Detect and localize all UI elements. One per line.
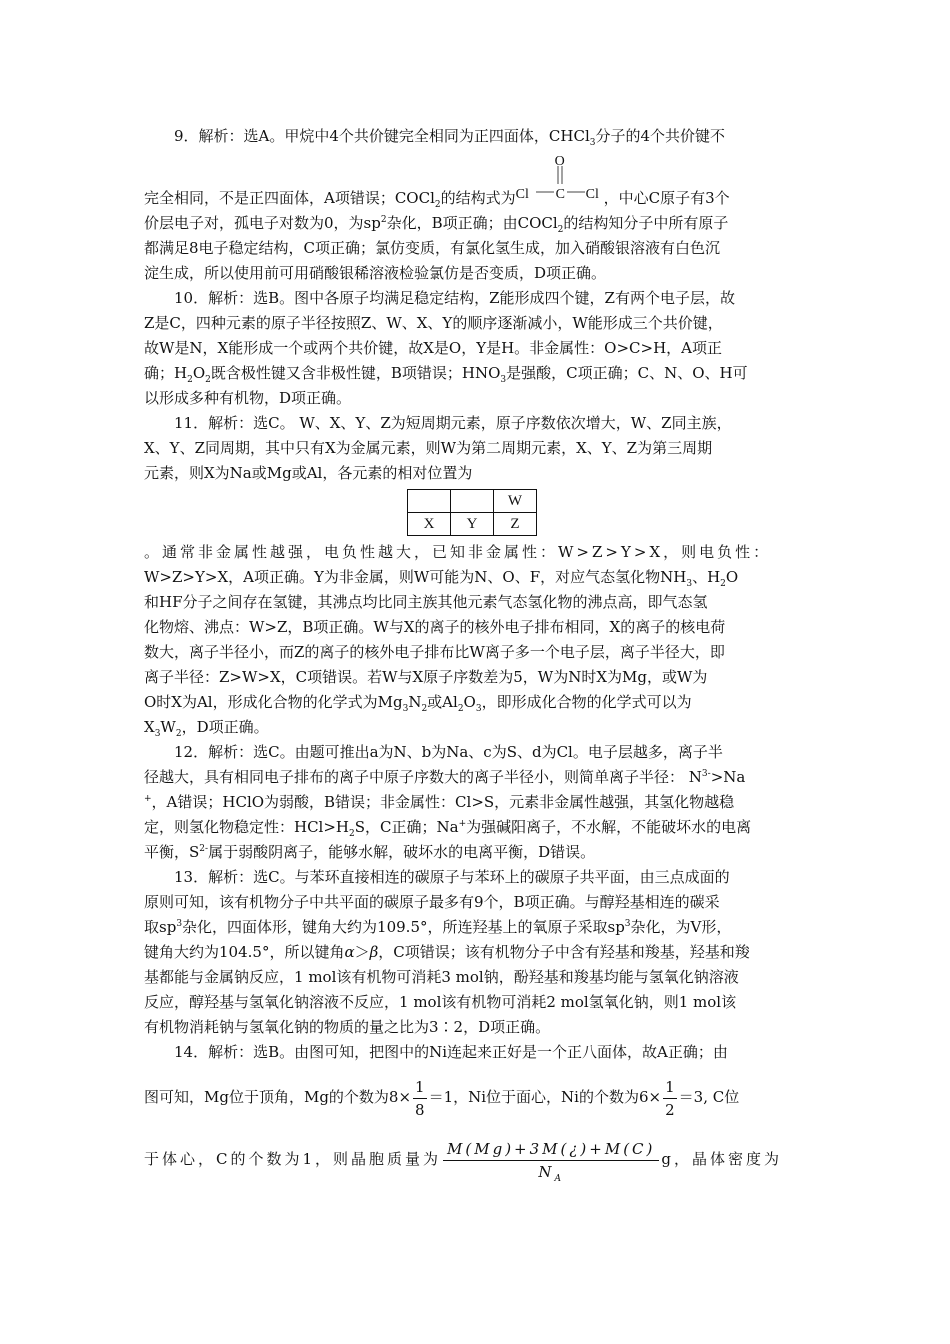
answer-11-line-2: X、Y、Z同周期，其中只有X为金属元素，则W为第二周期元素，X、Y、Z为第三周期 xyxy=(144,439,713,457)
cocl2-structural-formula xyxy=(516,149,604,207)
answer-13-line-2: 原则可知，该有机物分子中共平面的碳原子最多有9个，B项正确。与醇羟基相连的碳采 xyxy=(144,893,720,911)
answer-11-line-8: 数大，离子半径小，而Z的离子的核外电子排布比W离子多一个电子层，离子半径大，即 xyxy=(144,643,725,661)
answer-12-line-1: 12．解析：选C。由题可推出a为N、b为Na、c为S、d为Cl。电子层越多，离子半 xyxy=(174,743,723,761)
answer-11-line-4: 。通常非金属性越强，电负性越大，已知非金属性：W>Z>Y>X，则电负性： xyxy=(144,543,772,561)
answer-13 xyxy=(144,865,808,1040)
answer-14-line-1: 14．解析：选B。由图可知，把图中的Ni连起来正好是一个正八面体，故A正确；由 xyxy=(174,1043,728,1061)
answer-9-line-5: 淀生成，所以使用前可用硝酸银稀溶液检验氯仿是否变质，D项正确。 xyxy=(144,264,607,282)
answer-content xyxy=(144,124,808,1185)
answer-9-line-4: 都满足8电子稳定结构，C项正确；氯仿变质，有氯化氢生成，加入硝酸银溶液有白色沉 xyxy=(144,239,721,257)
answer-12-line-2: 径越大，具有相同电子排布的离子中原子序数大的离子半径小，则简单离子半径： $N^{3-}>Na$ xyxy=(144,768,746,786)
table-cell xyxy=(408,490,451,513)
answer-11-line-3: 元素，则X为Na或Mg或Al，各元素的相对位置为 xyxy=(144,464,473,482)
answer-12-line-3: +，A错误；HClO为弱酸，B错误；非金属性：Cl>S，元素非金属性越强，其氢化物越稳 xyxy=(144,793,735,811)
table-cell: X xyxy=(408,513,451,536)
oxygen-atom-label: O xyxy=(554,154,565,169)
chlorine-atom-label-right: Cl xyxy=(585,187,599,202)
fraction-one-half: $\frac{1}{2}$ xyxy=(665,1077,675,1119)
answer-9-line-3: 价层电子对，孤电子对数为0，为$sp^2$杂化，B项正确；由COCl$_2$的结构知分子中所有原子 xyxy=(144,214,729,235)
answer-13-line-6: 反应，醇羟基与氢氧化钠溶液不反应，1 mol该有机物可消耗2 mol氢氧化钠，则1 mol该 xyxy=(144,993,737,1011)
answer-11-line-5: W>Z>Y>X，A项正确。Y为非金属，则W可能为N、O、F，对应气态氢化物$NH_3$、$H_2O$ xyxy=(144,568,739,589)
answer-10-line-3: 故W是N，X能形成一个或两个共价键，故X是O，Y是H。非金属性：O>C>H，A项正 xyxy=(144,339,723,357)
answer-10-line-2: Z是C，四种元素的原子半径按照Z、W、X、Y的顺序逐渐减小，W能形成三个共价键， xyxy=(144,314,723,332)
answer-11-line-10: O时X为Al，形成化合物的化学式为$Mg_3N_2$或$Al_2O_3$，即形成化合物的化学式可以为 xyxy=(144,693,692,714)
fraction-one-eighth: $\frac{1}{8}$ xyxy=(415,1077,425,1119)
answer-9-line-1: 9．解析：选A。甲烷中4个共价键完全相同为正四面体，CHCl$_3$分子的4个共价键不 xyxy=(174,127,726,148)
answer-11 xyxy=(144,411,808,740)
answer-12-line-4: 定，则氢化物稳定性：$HCl>H_2S$，C正确；Na+为强碱阳离子，不水解，不能破坏水的电离 xyxy=(144,818,752,839)
answer-10 xyxy=(144,286,808,411)
answer-9 xyxy=(144,124,808,286)
table-cell xyxy=(451,490,494,513)
answer-13-line-3: 取$sp^3$杂化，四面体形，键角大约为109.5°，所连羟基上的氧原子采取$sp^3$杂化，为V形， xyxy=(144,918,732,936)
answer-12-line-5: 平衡，$S^{2-}$属于弱酸阴离子，能够水解，破坏水的电离平衡，D错误。 xyxy=(144,843,596,861)
answer-11-line-9: 离子半径：Z>W>X，C项错误。若W与X原子序数差为5，W为N时X为Mg，或W为 xyxy=(144,668,708,686)
answer-10-line-4: 确；$H_2O_2$既含极性键又含非极性键，B项错误；$HNO_3$是强酸，C项正确；C、N、O、H可 xyxy=(144,364,748,385)
element-position-table xyxy=(407,489,537,536)
answer-9-line-2: 完全相同，不是正四面体，A项错误；COCl$_2$的结构式为 O Cl C Cl ，中心C原子有3个 xyxy=(144,149,808,211)
answer-14-line-2: 图可知，Mg位于顶角，Mg的个数为8× $\frac{1}{8}$ ＝1，Ni位于面心，Ni的个数为6× $\frac{1}{2}$ ＝3, C位 xyxy=(144,1077,740,1119)
answer-13-line-5: 基都能与金属钠反应，1 mol该有机物可消耗3 mol钠，酚羟基和羧基均能与氢氧化钠溶液 xyxy=(144,968,739,986)
table-row xyxy=(408,490,537,513)
answer-11-line-6: 和HF分子之间存在氢键，其沸点均比同主族其他元素气态氢化物的沸点高，即气态氢 xyxy=(144,593,708,611)
answer-11-line-11: $X_3W_2$，D项正确。 xyxy=(144,718,269,739)
answer-10-line-5: 以形成多种有机物，D项正确。 xyxy=(144,389,352,407)
answer-14 xyxy=(144,1040,808,1185)
answer-14-line-3: 于体心，C的个数为1，则晶胞质量为 $\frac{M(Mg)+3M(¿)+M(C)}{N_A}$ g，晶体密度为 xyxy=(144,1139,782,1184)
carbon-atom-label: C xyxy=(555,187,565,202)
table-cell: Y xyxy=(451,513,494,536)
table-cell: W xyxy=(494,490,537,513)
answer-11-line-7: 化物熔、沸点：W>Z，B项正确。W与X的离子的核外电子排布相同，X的离子的核电荷 xyxy=(144,618,726,636)
answer-11-line-1: 11．解析：选C。 W、X、Y、Z为短周期元素，原子序数依次增大，W、Z同主族， xyxy=(174,414,732,432)
table-row xyxy=(408,513,537,536)
chlorine-atom-label-left: Cl xyxy=(515,187,529,202)
cell-mass-fraction: $\frac{M(Mg)+3M(¿)+M(C)}{N_A}$ xyxy=(443,1138,659,1183)
answer-13-line-7: 有机物消耗钠与氢氧化钠的物质的量之比为3∶2，D项正确。 xyxy=(144,1018,551,1036)
answer-13-line-1: 13．解析：选C。与苯环直接相连的碳原子与苯环上的碳原子共平面，由三点成面的 xyxy=(174,868,730,886)
answer-12 xyxy=(144,740,808,865)
answer-13-line-4: 键角大约为104.5°，所以键角α＞β，C项错误；该有机物分子中含有羟基和羧基，羟基和羧 xyxy=(144,943,750,961)
answer-10-line-1: 10．解析：选B。图中各原子均满足稳定结构，Z能形成四个键，Z有两个电子层，故 xyxy=(174,289,735,307)
table-cell: Z xyxy=(494,513,537,536)
